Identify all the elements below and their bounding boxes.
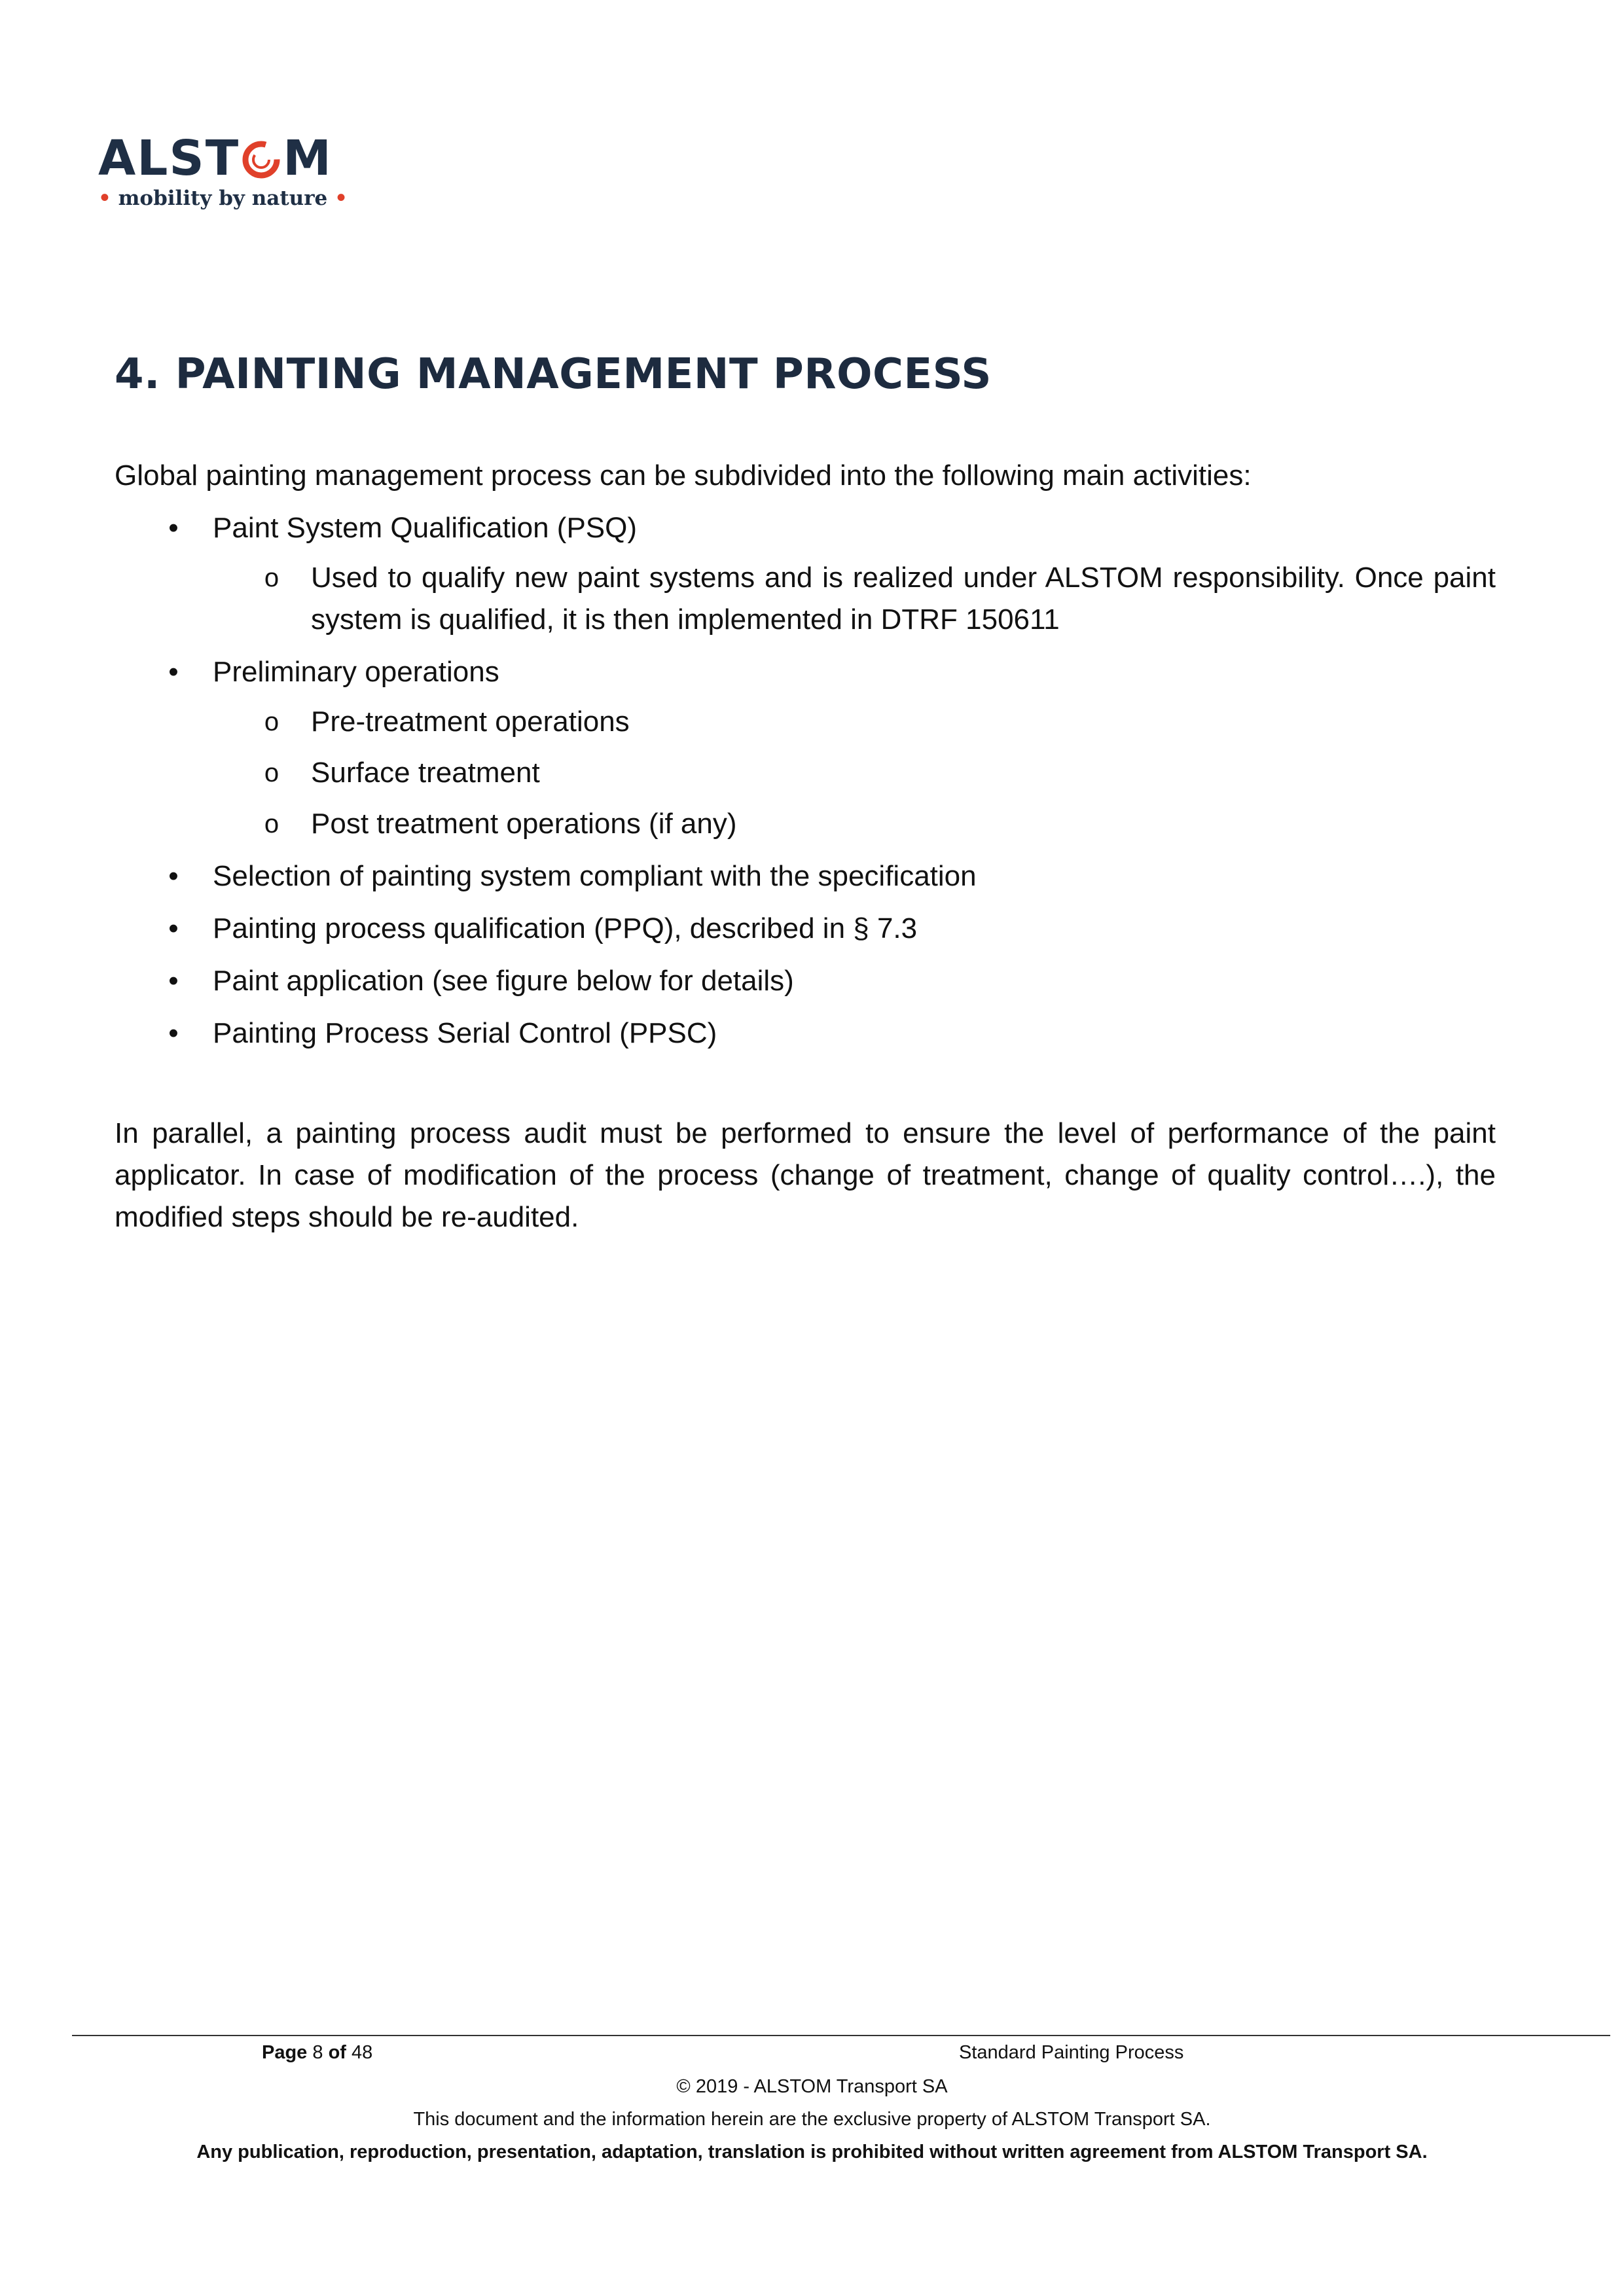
circle-bullet-icon: o [264,708,280,736]
circle-bullet-icon: o [264,564,280,592]
bullet-icon: • [168,656,179,688]
sub-list-item-label: Surface treatment [311,757,540,789]
sub-list-item [213,557,1496,641]
page-total: 48 [352,2042,373,2063]
page-number: 8 [312,2042,323,2063]
page-word: Page [262,2042,308,2063]
logo-wordmark [98,130,333,187]
circle-bullet-icon: o [264,759,280,787]
alstom-logo [98,130,348,219]
logo-text-right: M [283,130,333,187]
sub-list-item [213,803,1496,845]
audit-paragraph: In parallel, a painting process audit must be performed to ensure the level of performance of the paint applicator. In case of modification of the process (change of treatment, change of quality control….), the modified steps should be re-audited. [115,1117,1496,1233]
sub-list [213,701,1496,845]
section-heading: 4. PAINTING MANAGEMENT PROCESS [115,350,992,399]
sub-list-item-label: Used to qualify new paint systems and is realized under ALSTOM responsibility. Once paint system is qualified, it is then implemented in DTRF 150611 [311,562,1496,636]
list-item [115,651,1496,845]
tagline-text: mobility by nature [118,187,328,210]
list-item [115,960,1496,1002]
bullet-icon: • [168,912,179,944]
list-item [115,855,1496,897]
bullet-icon: • [168,1017,179,1049]
list-item-label: Painting process qualification (PPQ), described in § 7.3 [213,912,918,944]
copyright-notice: © 2019 - ALSTOM Transport SA [676,2076,948,2097]
sub-list-item-label: Pre-treatment operations [311,706,630,738]
intro-text: Global painting management process can be subdivided into the following main activities: [115,459,1252,492]
logo-o-swirl-icon [241,139,281,180]
logo-tagline [98,187,348,210]
circle-bullet-icon: o [264,810,280,838]
list-item-label: Selection of painting system compliant with the specification [213,860,977,892]
sub-list [213,557,1496,641]
sub-list-item-label: Post treatment operations (if any) [311,808,737,840]
list-item [115,1013,1496,1054]
document-title: Standard Painting Process [959,2042,1184,2063]
list-item-label: Paint System Qualification (PSQ) [213,512,638,544]
list-item [115,507,1496,641]
logo-text-left: ALST [98,130,240,187]
bullet-icon: • [168,860,179,892]
activities-list [115,507,1496,1065]
list-item-label: Painting Process Serial Control (PPSC) [213,1017,717,1049]
list-item [115,908,1496,950]
bullet-icon: • [168,512,179,544]
list-item-label: Paint application (see figure below for details) [213,965,794,997]
of-word: of [328,2042,346,2063]
property-notice: This document and the information herein are the exclusive property of ALSTOM Transport SA. [413,2109,1211,2130]
legal-notice: Any publication, reproduction, presentation, adaptation, translation is prohibited without written agreement from ALSTOM Transport SA. [196,2142,1428,2162]
page-indicator [262,2042,372,2064]
list-item-label: Preliminary operations [213,656,499,688]
sub-list-item [213,752,1496,794]
tagline-dot-icon: • [334,187,348,210]
sub-list-item [213,701,1496,743]
tagline-dot-icon: • [98,187,111,210]
bullet-icon: • [168,965,179,997]
footer-divider [72,2035,1610,2036]
